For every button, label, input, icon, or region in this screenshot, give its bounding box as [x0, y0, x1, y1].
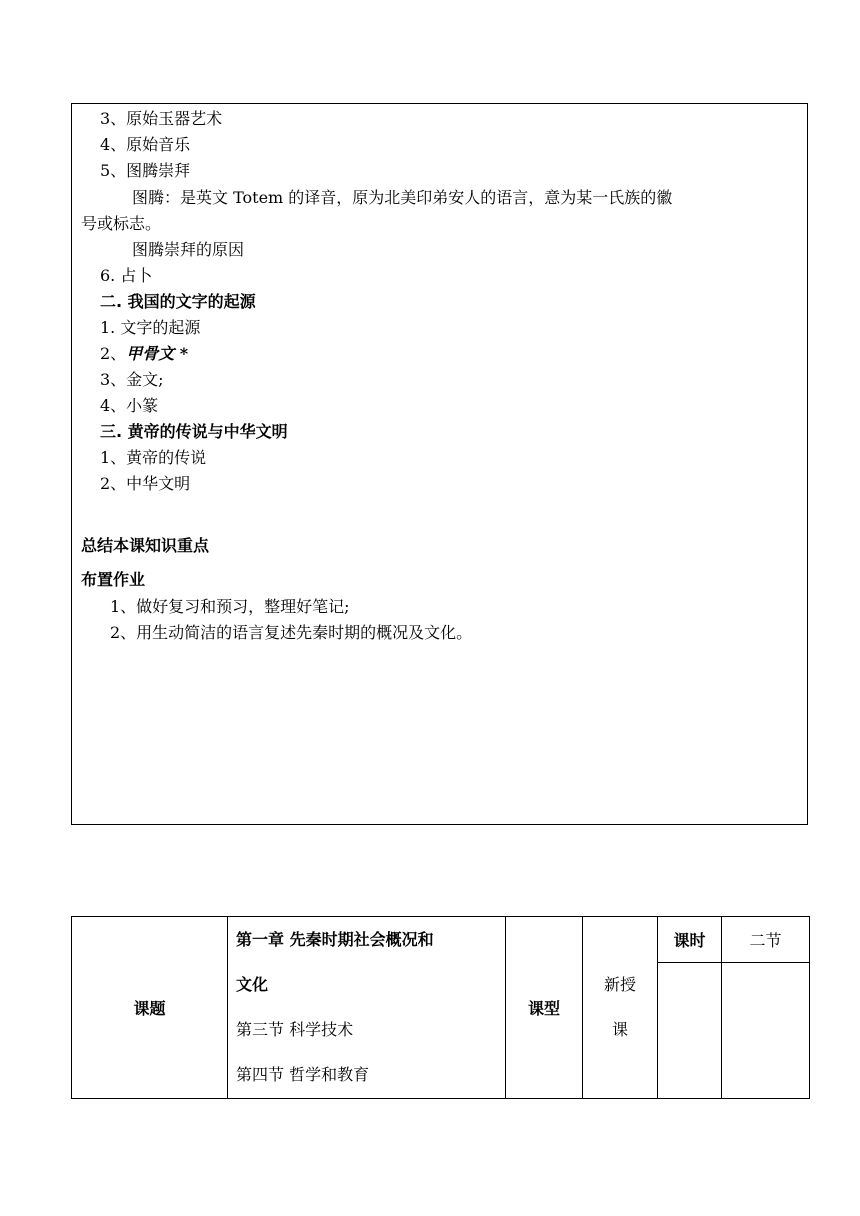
- homework-item-2: 2、用生动简洁的语言复述先秦时期的概况及文化。: [110, 623, 473, 642]
- section-2-title: 二. 我国的文字的起源: [100, 292, 256, 311]
- lesson-info-table: [71, 916, 810, 1099]
- homework-heading: 布置作业: [81, 570, 146, 589]
- outline-item-origin-of-writing: 1. 文字的起源: [100, 318, 201, 337]
- outline-item-yellow-emperor: 1、黄帝的传说: [100, 448, 207, 467]
- totem-reason: 图腾崇拜的原因: [132, 240, 245, 259]
- chapter-title-line1: 第一章 先秦时期社会概况和: [236, 930, 434, 949]
- outline-item-small-seal: 4、小篆: [100, 396, 159, 415]
- summary-heading: 总结本课知识重点: [81, 536, 210, 555]
- outline-item-totem: 5、图腾崇拜: [100, 161, 191, 180]
- oracle-bone-prefix: 2、: [100, 344, 127, 363]
- topic-content-cell: [228, 917, 506, 1099]
- section-3-name: 第三节 科学技术: [236, 1020, 354, 1039]
- section-3-title: 三. 黄帝的传说与中华文明: [100, 422, 288, 441]
- hours-label-cell: [658, 917, 722, 963]
- type-label: 课型: [527, 999, 560, 1018]
- topic-label-cell: [72, 917, 228, 1099]
- hours-label: 课时: [673, 931, 706, 950]
- hours-value: 二节: [749, 931, 782, 950]
- chapter-title-line2: 文化: [236, 975, 269, 994]
- type-value-line2: 课: [611, 1020, 628, 1039]
- totem-definition-line1: 图腾：是英文 Totem 的译音，原为北美印弟安人的语言，意为某一氏族的徽: [132, 188, 673, 207]
- outline-item-chinese-civilization: 2、中华文明: [100, 474, 191, 493]
- homework-item-1: 1、做好复习和预习，整理好笔记;: [110, 597, 350, 616]
- totem-definition-line2: 号或标志。: [81, 214, 162, 233]
- lesson-outline-box: [71, 103, 808, 825]
- outline-item-music: 4、原始音乐: [100, 135, 191, 154]
- type-label-cell: [506, 917, 583, 1099]
- outline-item-bronze-script: 3、金文;: [100, 370, 164, 389]
- outline-item-divination: 6. 占卜: [100, 266, 153, 285]
- type-value-line1: 新授: [603, 975, 636, 994]
- section-4-name: 第四节 哲学和教育: [236, 1065, 370, 1084]
- topic-label: 课题: [133, 999, 166, 1018]
- hours-empty-cell-left: [658, 963, 722, 1099]
- outline-item-oracle-bone: [100, 343, 188, 365]
- hours-empty-cell-right: [722, 963, 810, 1099]
- hours-value-cell: [722, 917, 810, 963]
- outline-item-jade-art: 3、原始玉器艺术: [100, 109, 223, 128]
- type-value-cell: [583, 917, 658, 1099]
- oracle-bone-emphasis: 甲骨文 *: [126, 344, 189, 363]
